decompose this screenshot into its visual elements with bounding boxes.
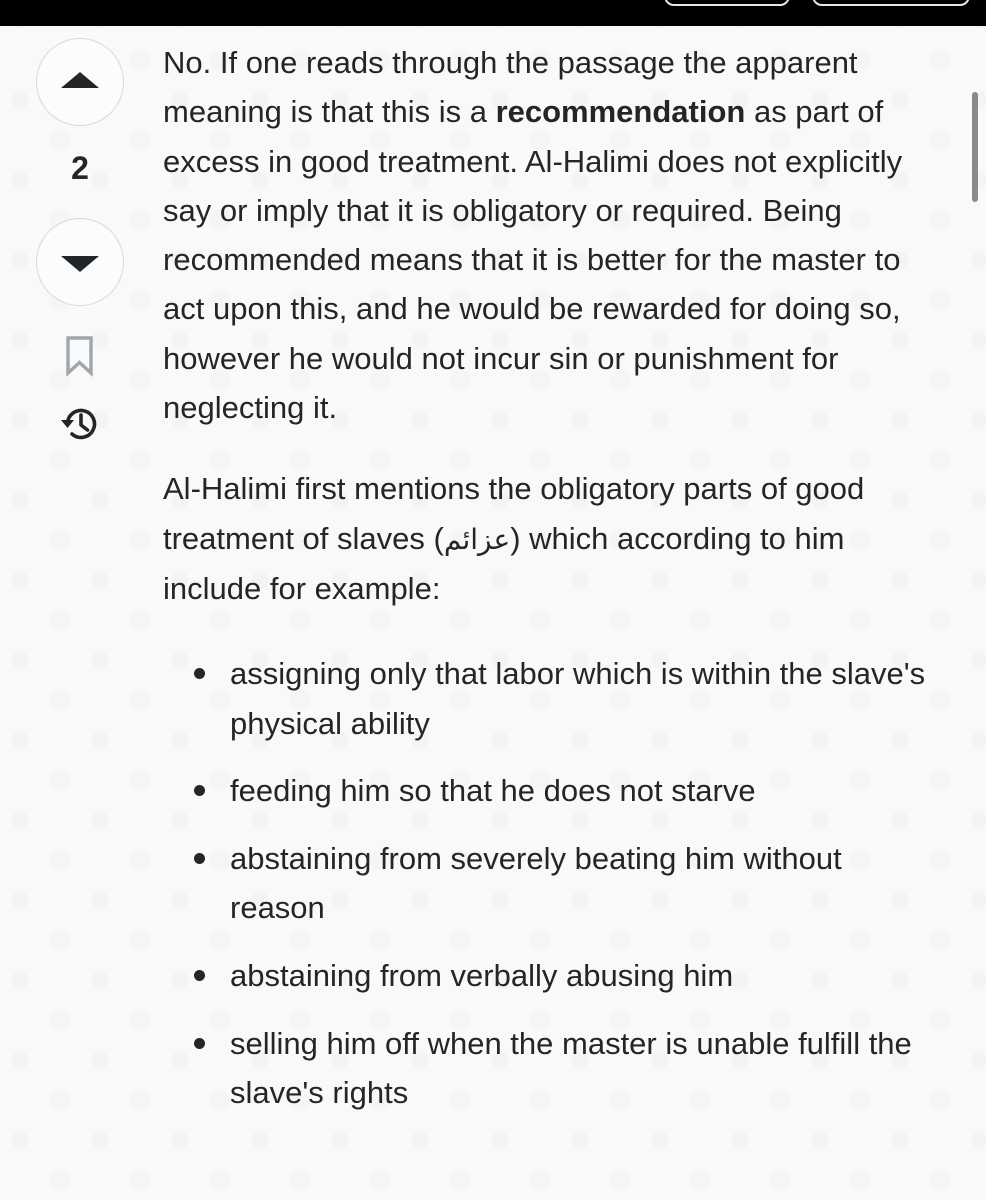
bullet-icon (194, 970, 205, 981)
bullet-icon (194, 668, 205, 679)
answer-body (163, 38, 943, 1136)
list-item-text: assigning only that labor which is within the slave's physical ability (230, 656, 926, 741)
paragraph-text: No. If one reads through the passage the apparent meaning is that this is a (163, 45, 858, 130)
list-item-text: abstaining from verbally abusing him (230, 958, 734, 994)
bookmark-icon (58, 334, 102, 378)
paragraph-text: as part of excess in good treatment. Al-Halimi does not explicitly say or imply that it is obligatory or required. Being recommended means that it is better for the master to act upon this, and he would be rewarded for doing so, however he would not incur sin or punishment for neglecting it. (163, 94, 903, 426)
downvote-button[interactable] (36, 218, 124, 306)
list-item-text: abstaining from severely beating him without reason (230, 841, 842, 926)
bullet-icon (194, 853, 205, 864)
bold-term: recommendation (495, 94, 746, 130)
top-bar-button[interactable] (812, 0, 970, 6)
answer-paragraph (163, 464, 943, 613)
answer-paragraph (163, 38, 943, 432)
list-item (163, 766, 943, 815)
history-button[interactable] (58, 402, 102, 446)
top-bar-button[interactable] (664, 0, 790, 6)
bullet-icon (194, 1038, 205, 1049)
list-item (163, 951, 943, 1000)
list-item (163, 1019, 943, 1118)
obligations-list (163, 649, 943, 1117)
list-item (163, 834, 943, 933)
bullet-icon (194, 785, 205, 796)
arabic-term: عزائم (443, 522, 511, 556)
history-icon (58, 402, 102, 446)
list-item-text: selling him off when the master is unable fulfill the slave's rights (230, 1026, 912, 1111)
downvote-arrow-icon (61, 256, 99, 272)
top-bar (0, 0, 986, 26)
list-item-text: feeding him so that he does not starve (230, 773, 756, 809)
paragraph-text: Al-Halimi first mentions the obligatory parts of good treatment of slaves ( (163, 471, 865, 556)
upvote-arrow-icon (61, 72, 99, 88)
scrollbar-thumb[interactable] (972, 92, 978, 202)
upvote-button[interactable] (36, 38, 124, 126)
bookmark-button[interactable] (58, 334, 102, 378)
vote-count: 2 (71, 150, 89, 186)
paragraph-text: ) which according to him include for example: (163, 520, 845, 606)
list-item (163, 649, 943, 748)
